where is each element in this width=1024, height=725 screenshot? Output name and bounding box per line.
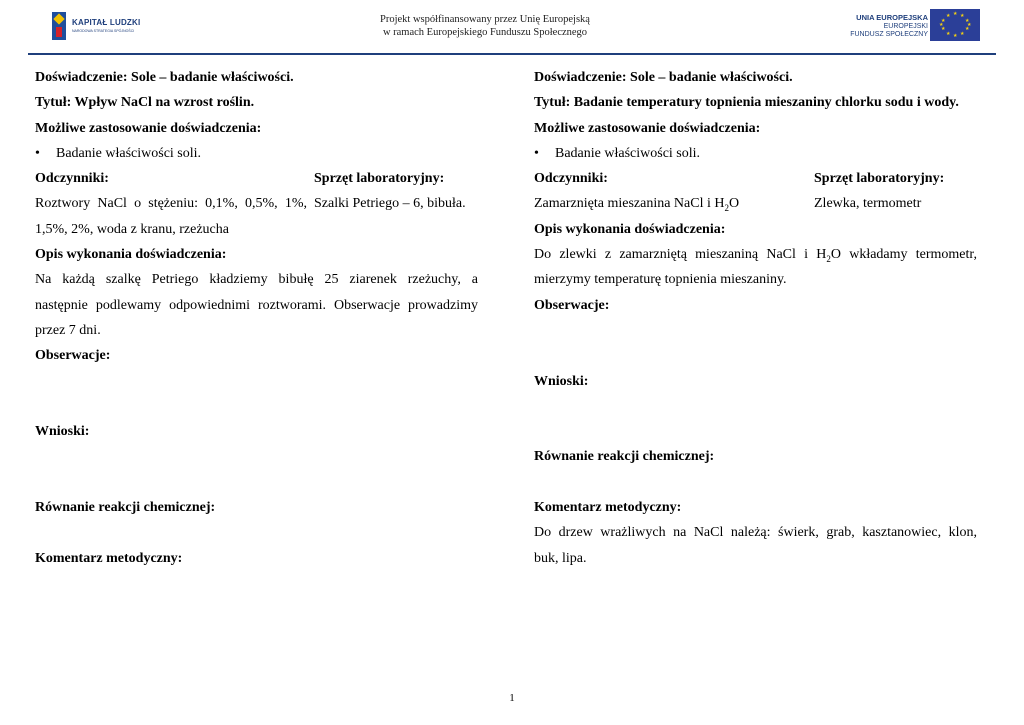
left-equation-heading: Równanie reakcji chemicznej: — [35, 500, 216, 516]
right-equipment-heading: Sprzęt laboratoryjny: — [814, 171, 945, 187]
left-title: Doświadczenie: Sole – badanie właściwości. — [35, 70, 294, 85]
left-subtitle: Tytuł: Wpływ NaCl na wzrost roślin. — [35, 95, 255, 111]
right-procedure-line-2: mierzymy temperaturę topnienia mieszaniny. — [534, 272, 787, 288]
right-column — [534, 65, 977, 571]
right-equipment-text: Zlewka, termometr — [814, 196, 922, 212]
left-bullet-item — [35, 141, 478, 166]
right-reagents-text: Zamarznięta mieszanina NaCl i $H_2O$ — [534, 196, 740, 214]
right-conclusions-heading: Wnioski: — [534, 373, 589, 389]
right-reagents-row — [534, 191, 977, 216]
left-column — [35, 65, 478, 571]
eu-flag-icon: ★ ★ ★ ★ ★ ★ ★ ★ ★ ★ ★ ★ — [930, 9, 980, 41]
left-reagents-header-row — [35, 166, 478, 191]
left-comment-heading: Komentarz metodyczny: — [35, 550, 183, 566]
left-procedure-line-2: następnie podlewamy odpowiednimi roztworami. Obserwacje prowadzimy — [35, 297, 478, 313]
right-comment-line-2: buk, lipa. — [534, 550, 587, 566]
left-procedure-line-3: przez 7 dni. — [35, 322, 101, 338]
project-caption — [330, 13, 640, 39]
right-procedure-line-1-part-a: Do zlewki z zamarzniętą mieszaniną NaCl i $H_2O$ wkładamy termometr, — [534, 247, 978, 264]
left-procedure-heading: Opis wykonania doświadczenia: — [35, 247, 227, 263]
right-title: Doświadczenie: Sole – badanie właściwości. — [534, 70, 793, 85]
bullet-icon: • — [534, 145, 539, 161]
eu-line-2: EUROPEJSKI — [883, 22, 928, 30]
left-usage-heading: Możliwe zastosowanie doświadczenia: — [35, 120, 262, 136]
bullet-icon: • — [35, 145, 40, 161]
eu-line-3: FUNDUSZ SPOŁECZNY — [850, 31, 928, 38]
left-equipment-text: Szalki Petriego – 6, bibuła. — [314, 196, 466, 212]
logo-left-title: KAPITAŁ LUDZKI — [72, 18, 141, 27]
right-bullet-text: Badanie właściwości soli. — [555, 145, 701, 161]
left-observations-heading: Obserwacje: — [35, 348, 111, 364]
left-reagents-row — [35, 191, 478, 216]
left-procedure-line-1: Na każdą szalkę Petriego kładziemy bibułę 25 ziarenek rzeżuchy, a — [35, 272, 478, 288]
right-procedure-line-1 — [534, 242, 977, 267]
right-reagents-heading: Odczynniki: — [534, 171, 608, 187]
page-number: 1 — [509, 692, 515, 704]
eu-logo-text — [850, 14, 928, 40]
right-equation-heading: Równanie reakcji chemicznej: — [534, 449, 715, 465]
right-comment-line-1: Do drzew wrażliwych na NaCl należą: świerk, grab, kasztanowiec, klon, — [534, 525, 977, 541]
project-line-1: Projekt współfinansowany przez Unię Europejską — [380, 14, 590, 25]
left-reagents-heading: Odczynniki: — [35, 171, 109, 187]
right-reagents-header-row — [534, 166, 977, 191]
project-line-2: w ramach Europejskiego Funduszu Społecznego — [382, 27, 588, 38]
logo-left-subtitle: NARODOWA STRATEGIA SPÓJNOŚCI — [72, 29, 135, 33]
left-conclusions-heading: Wnioski: — [35, 424, 90, 440]
header-divider — [28, 53, 996, 55]
right-comment-heading: Komentarz metodyczny: — [534, 500, 682, 516]
left-bullet-text: Badanie właściwości soli. — [56, 145, 202, 161]
kapital-ludzki-flag-icon — [52, 12, 66, 40]
right-subtitle: Tytuł: Badanie temperatury topnienia mieszaniny chlorku sodu i wody. — [534, 95, 959, 111]
right-observations-heading: Obserwacje: — [534, 297, 610, 313]
right-usage-heading: Możliwe zastosowanie doświadczenia: — [534, 120, 761, 136]
right-procedure-heading: Opis wykonania doświadczenia: — [534, 221, 726, 237]
right-bullet-item — [534, 141, 977, 166]
left-reagents-line-2: 1,5%, 2%, woda z kranu, rzeżucha — [35, 221, 229, 237]
eu-line-1: UNIA EUROPEJSKA — [856, 13, 928, 22]
left-equipment-heading: Sprzęt laboratoryjny: — [314, 171, 445, 187]
left-reagents-line-1: Roztwory NaCl o stężeniu: 0,1%, 0,5%, 1%, — [35, 196, 307, 212]
kapital-ludzki-logo — [52, 12, 142, 40]
